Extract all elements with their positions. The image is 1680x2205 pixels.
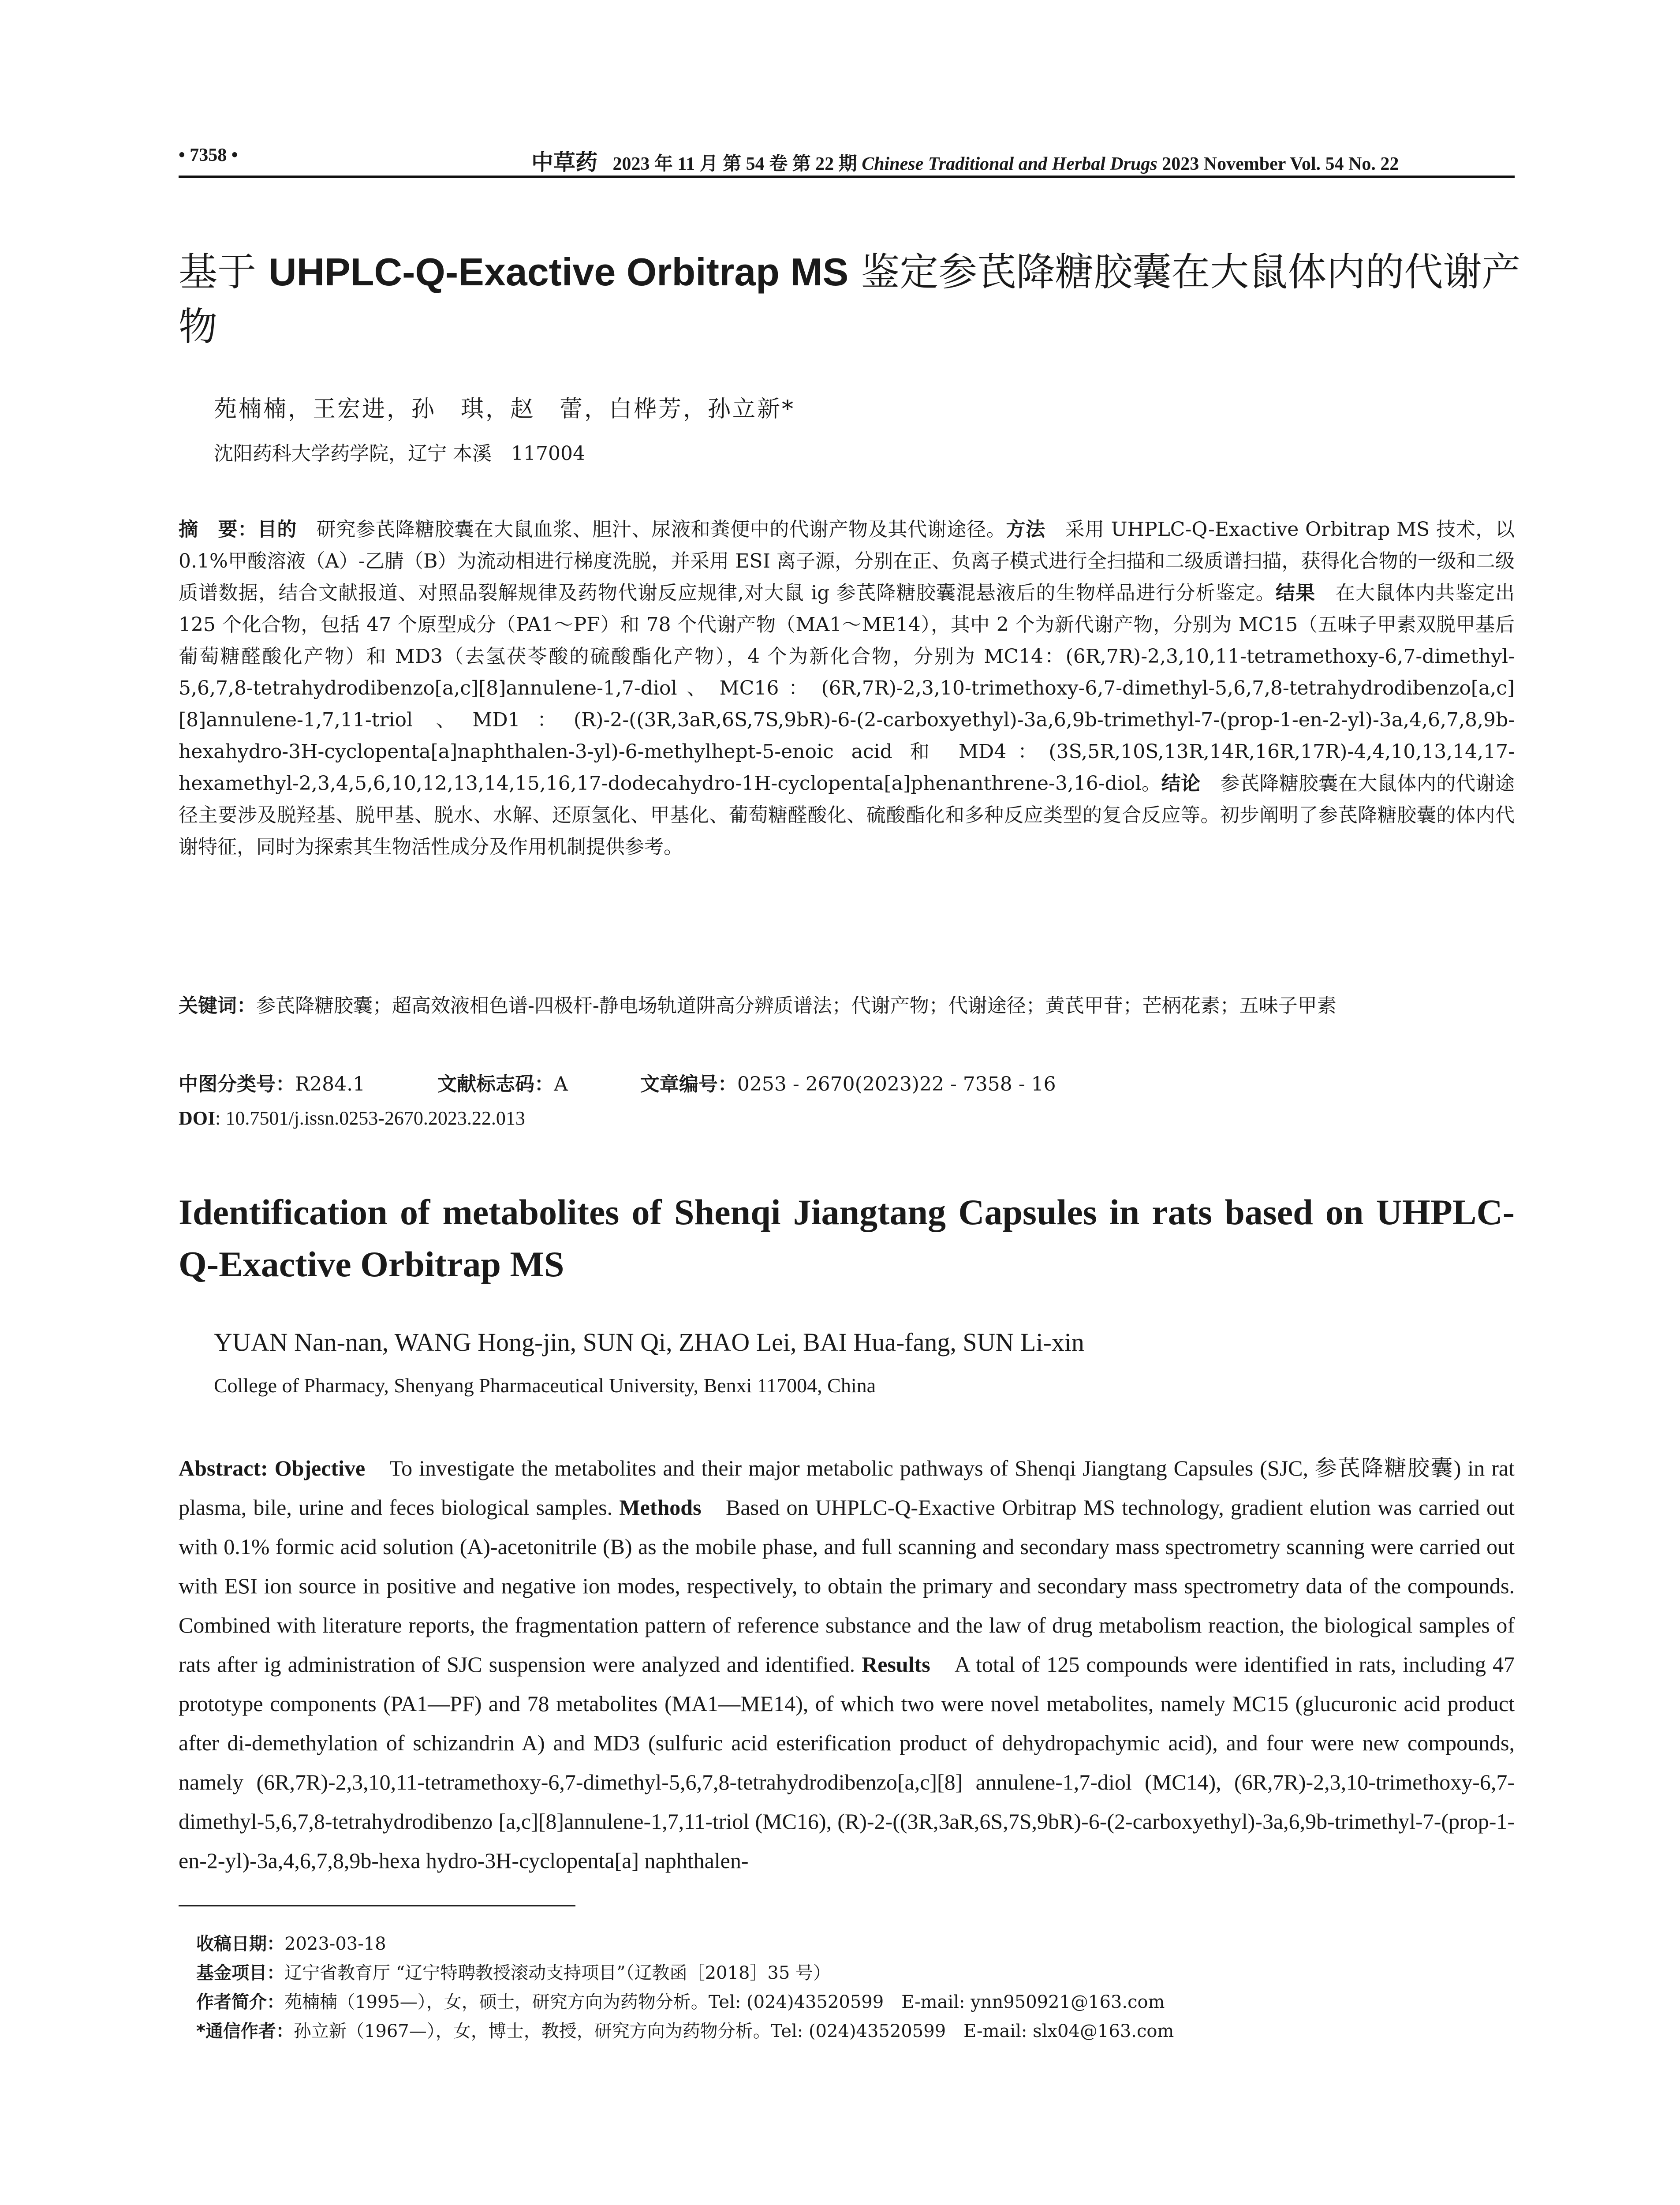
doi-label: DOI: [179, 1107, 216, 1129]
footnote-divider: [179, 1905, 575, 1906]
received-value: 2023-03-18: [284, 1934, 386, 1954]
author-bio-value: 苑楠楠（1995—），女，硕士，研究方向为药物分析。Tel: (024)43520599 E-mail: ynn950921@163.com: [284, 1992, 1165, 2012]
page-number: • 7358 •: [179, 145, 238, 165]
objective-en-label: Objective: [274, 1456, 366, 1480]
journal-name-en: Chinese Traditional and Herbal Drugs: [862, 154, 1157, 174]
title-cn: [179, 245, 1523, 354]
affiliation-en: College of Pharmacy, Shenyang Pharmaceutical University, Benxi 117004, China: [214, 1374, 876, 1397]
issue-cn: 2023 年 11 月 第 54 卷 第 22 期: [612, 154, 857, 174]
doc-code-label: 文献标志码：: [437, 1073, 554, 1095]
doc-code-group: [437, 1073, 568, 1095]
clc-label: 中图分类号：: [179, 1073, 295, 1095]
author-bio: [196, 1988, 1515, 2017]
issue-en: 2023 November Vol. 54 No. 22: [1162, 154, 1399, 174]
received-label: 收稿日期：: [196, 1934, 284, 1954]
running-header: [179, 140, 1515, 178]
title-cn-suffix: 鉴定参芪降糖胶囊在大鼠体内的代谢产物: [179, 249, 1521, 349]
authors-en: YUAN Nan-nan, WANG Hong-jin, SUN Qi, ZHAO Lei, BAI Hua-fang, SUN Li-xin: [214, 1328, 1084, 1357]
method-en-text: Based on UHPLC-Q-Exactive Orbitrap MS technology, gradient elution was carried out with 0.1% formic acid solution (A)-acetonitrile (B) as the mobile phase, and full scanning and secondary mass spectrometry scanning were carried out with ESI ion source in positive and negative ion modes, respectively, to obtain the primary and secondary mass spectrometry data of the compounds. Combined with literature reports, the fragmentation pattern of reference substance and the law of drug metabolism reaction, the biological samples of rats after ig administration of SJC suspension were analyzed and identified.: [179, 1495, 1515, 1677]
doi-value: : 10.7501/j.issn.0253-2670.2023.22.013: [215, 1107, 525, 1129]
author-bio-label: 作者简介：: [196, 1992, 284, 2012]
corresponding-author: [196, 2017, 1515, 2046]
corresponding-value: 孙立新（1967—），女，博士，教授，研究方向为药物分析。Tel: (024)43520599 E-mail: slx04@163.com: [293, 2021, 1174, 2041]
doc-code-value: A: [554, 1073, 568, 1095]
article-no-label: 文章编号：: [640, 1073, 737, 1095]
keywords-cn: [179, 990, 1515, 1022]
journal-name-cn: 中草药: [531, 149, 597, 175]
abstract-cn: [179, 514, 1515, 863]
fund-project: [196, 1958, 1515, 1988]
title-cn-prefix: 基于: [179, 249, 269, 295]
result-en-text: A total of 125 compounds were identified in rats, including 47 prototype components (PA1—PF) and 78 metabolites (MA1—ME14), of which two were novel metabolites, namely MC15 (glucuronic acid product after di-demethylation of schizandrin A) and MD3 (sulfuric acid esterification product of dehydropachymic acid), and four were new compounds, namely (6R,7R)-2,3,10,11-tetramethoxy-6,7-dimethyl-5,6,7,8-tetrahydrodibenzo[a,c][8] annulene-1,7-diol (MC14), (6R,7R)-2,3,10-trimethoxy-6,7-dimethyl-5,6,7,8-tetrahydrodibenzo [a,c][8]annulene-1,7,11-triol (MC16), (R)-2-((3R,3aR,6S,7S,9bR)-6-(2-carboxyethyl)-3a,6,9b-trimethyl-7-(prop-1-en-2-yl)-3a,4,6,7,8,9b-hexa hydro-3H-cyclopenta[a] naphthalen-: [179, 1652, 1515, 1873]
objective-cn-label: 目的: [257, 518, 297, 541]
result-cn-label: 结果: [1275, 582, 1316, 604]
conclusion-cn-text: 参芪降糖胶囊在大鼠体内的代谢途径主要涉及脱羟基、脱甲基、脱水、水解、还原氢化、甲基化、葡萄糖醛酸化、硫酸酯化和多种反应类型的复合反应等。初步阐明了参芪降糖胶囊的体内代谢特征，同时为探索其生物活性成分及作用机制提供参考。: [179, 772, 1515, 858]
clc-group: [179, 1073, 365, 1095]
authors-cn: 苑楠楠，王宏进，孙 琪，赵 蕾，白桦芳，孙立新*: [214, 396, 795, 422]
objective-en-text: To investigate the metabolites and their major metabolic pathways of Shenqi Jiangtang Capsules (SJC, 参芪降糖胶囊) in rat plasma, bile, urine and feces biological samples.: [179, 1456, 1515, 1520]
abstract-en: [179, 1449, 1515, 1880]
article-no-value: 0253 - 2670(2023)22 - 7358 - 16: [737, 1073, 1056, 1095]
title-cn-method: UHPLC-Q-Exactive Orbitrap MS: [268, 250, 849, 294]
abstract-cn-label: 摘 要：: [179, 518, 258, 541]
method-cn-text: 采用 UHPLC-Q-Exactive Orbitrap MS 技术，以 0.1%甲酸溶液（A）-乙腈（B）为流动相进行梯度洗脱，并采用 ESI 离子源，分别在正、负离子模式进行全扫描和二级质谱扫描，获得化合物的一级和二级质谱数据，结合文献报道、对照品裂解规律及药物代谢反应规律,对大鼠 ig 参芪降糖胶囊混悬液后的生物样品进行分析鉴定。: [179, 518, 1515, 604]
journal-line: [531, 145, 1399, 176]
article-no-group: [640, 1073, 1056, 1095]
title-en: Identification of metabolites of Shenqi Jiangtang Capsules in rats based on UHPLC-Q-Exactive Orbitrap MS: [179, 1192, 1515, 1284]
classification-line: [179, 1068, 1056, 1096]
footnotes: [196, 1929, 1515, 2046]
objective-cn-text: 研究参芪降糖胶囊在大鼠血浆、胆汁、尿液和粪便中的代谢产物及其代谢途径。: [297, 518, 1006, 541]
abstract-en-label: Abstract:: [179, 1456, 268, 1480]
method-cn-label: 方法: [1006, 518, 1045, 541]
fund-label: 基金项目：: [196, 1963, 284, 1983]
fund-value: 辽宁省教育厅 “辽宁特聘教授滚动支持项目”（辽教函［2018］35 号）: [284, 1963, 831, 1983]
affiliation-cn: 沈阳药科大学药学院，辽宁 本溪 117004: [214, 442, 585, 465]
doi-line: [179, 1107, 525, 1129]
method-en-label: Methods: [619, 1495, 702, 1520]
received-date: [196, 1929, 1515, 1958]
result-cn-text: 在大鼠体内共鉴定出 125 个化合物，包括 47 个原型成分（PA1～PF）和 78 个代谢产物（MA1～ME14），其中 2 个为新代谢产物，分别为 MC15（五味子甲素双脱甲基后葡萄糖醛酸化产物）和 MD3（去氢茯苓酸的硫酸酯化产物），4 个为新化合物，分别为 MC14：(6R,7R)-2,3,10,11-tetramethoxy-6,7-dimethyl-5,6,7,8-tetrahydrodibenzo[a,c][8]annulene-1,7-diol 、 MC16 ： (6R,7R)-2,3,10-trimethoxy-6,7-dimethyl-5,6,7,8-tetrahydrodibenzo[a,c][8]annulene-1,7,11-triol 、MD1：(R)-2-((3R,3aR,6S,7S,9bR)-6-(2-carboxyethyl)-3a,6,9b-trimethyl-7-(prop-1-en-2-yl)-3a,4,6,7,8,9b-hexahydro-3H-cyclopenta[a]naphthalen-3-yl)-6-methylhept-5-enoic acid 和 MD4：(3S,5R,10S,13R,14R,16R,17R)-4,4,10,13,14,17-hexamethyl-2,3,4,5,6,10,12,13,14,15,16,17-dodecahydro-1H-cyclopenta[a]phenanthrene-3,16-diol。: [179, 582, 1515, 795]
corresponding-label: *通信作者：: [196, 2021, 294, 2041]
keywords-cn-label: 关键词：: [179, 994, 256, 1017]
conclusion-cn-label: 结论: [1161, 772, 1201, 795]
clc-value: R284.1: [295, 1073, 366, 1095]
keywords-cn-text: 参芪降糖胶囊；超高效液相色谱-四极杆-静电场轨道阱高分辨质谱法；代谢产物；代谢途径；黄芪甲苷；芒柄花素；五味子甲素: [256, 994, 1337, 1017]
result-en-label: Results: [862, 1652, 930, 1677]
